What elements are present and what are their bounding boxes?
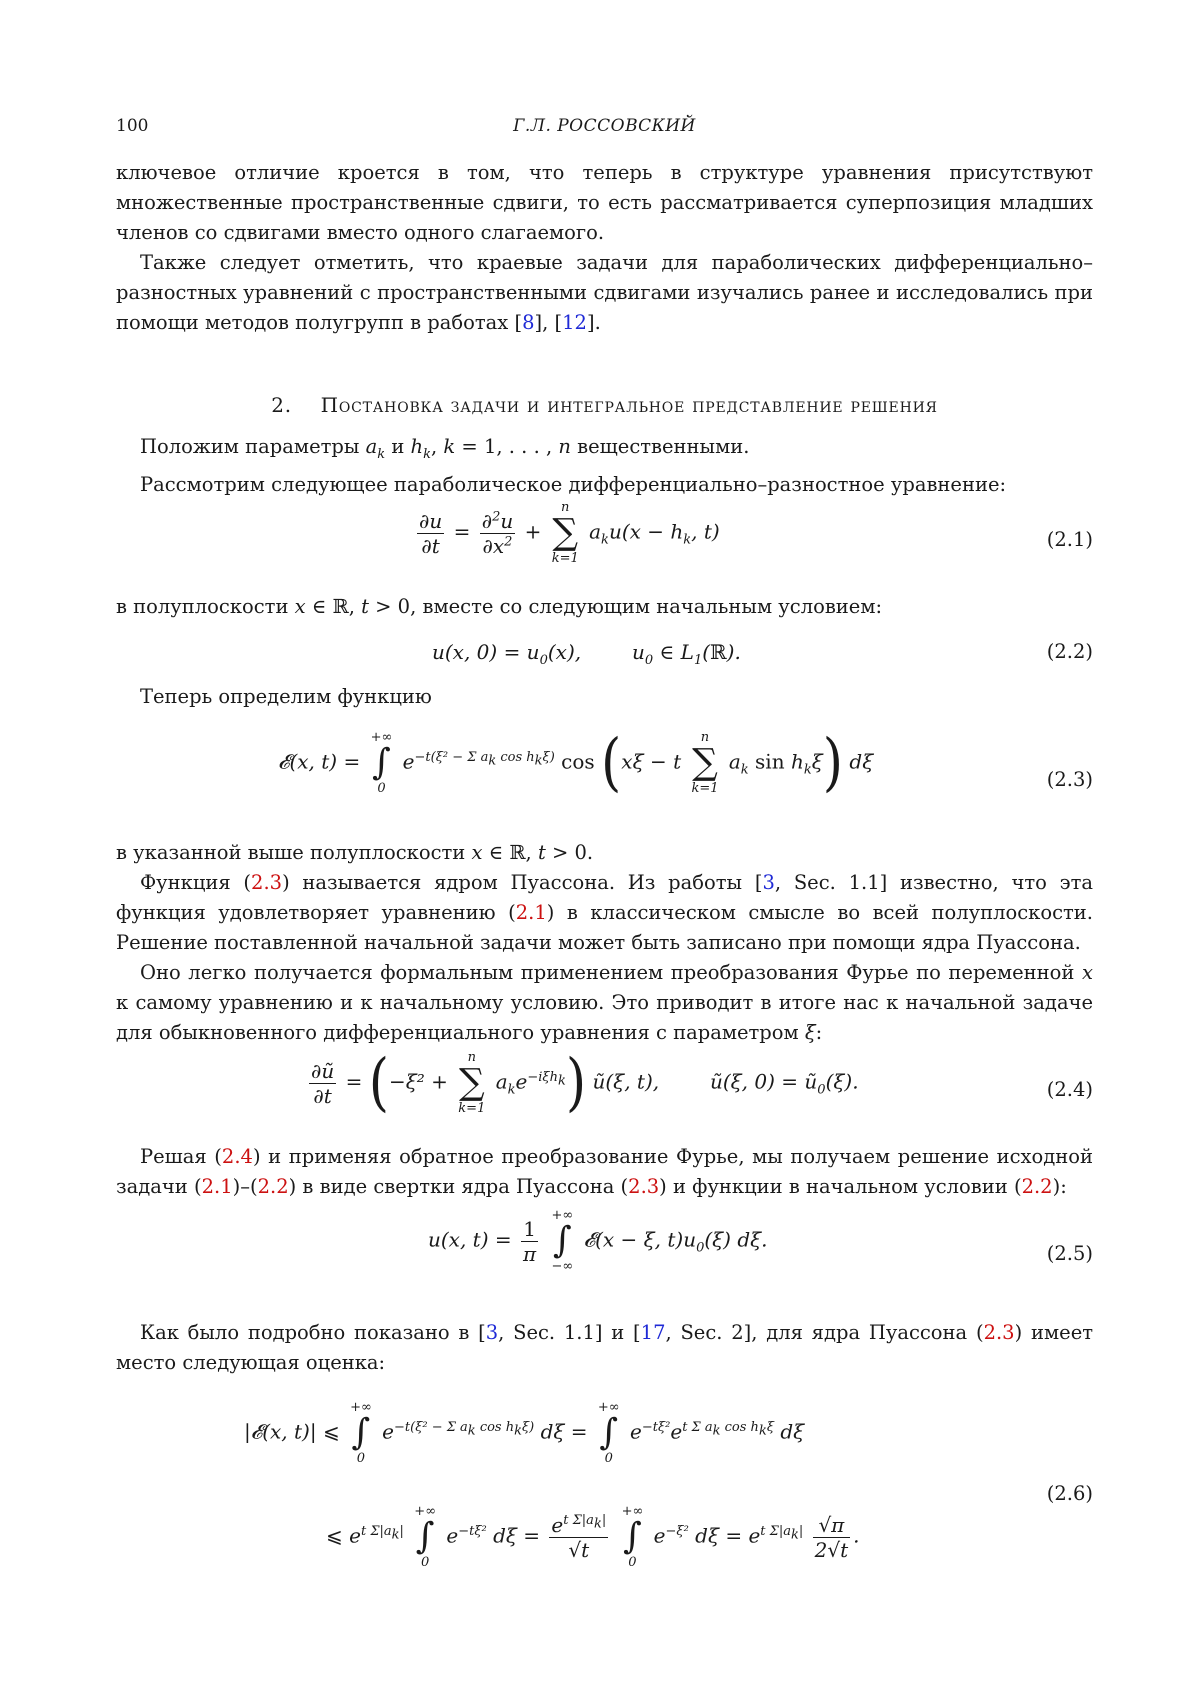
running-title: Г.Л. РОССОВСКИЙ (513, 116, 696, 136)
equation-number: (2.4) (1046, 1078, 1093, 1101)
citation-link[interactable]: 17 (640, 1321, 666, 1344)
equation-link[interactable]: 2.1 (201, 1175, 233, 1198)
citation-link[interactable]: 3 (485, 1321, 499, 1344)
equation-number: (2.2) (1046, 640, 1093, 663)
equation-link[interactable]: 2.3 (251, 871, 283, 894)
equation-number: (2.1) (1046, 528, 1093, 551)
intro-paragraph-2: Также следует отметить, что краевые задачи для параболических дифференциально–разностных уравнений с пространственными сдвигами изучались ранее и исследовались при помощи методов полугрупп в работах [8], [12]. (116, 251, 1093, 334)
equation-number: (2.5) (1046, 1242, 1093, 1265)
citation-link[interactable]: 8 (522, 311, 535, 334)
intro-block (116, 158, 1093, 338)
page-number: 100 (116, 116, 149, 136)
equation-link[interactable]: 2.4 (221, 1145, 253, 1168)
page-header (116, 112, 1093, 142)
equation-2-4: $\frac{\partial ũ}{\partial t}$ = (−ξ² + n ∑ k=1 $a_ke^{-i\xi h_k}$) ũ(ξ, t), ũ(ξ, $0) = ũ_0(\xi)$. (2.4) (311, 1047, 1093, 1119)
section-heading: 2. Постановка задачи и интегральное представление решения (271, 393, 938, 417)
kernel-paragraph: Функция (2.3) называется ядром Пуассона. Из работы [3, Sec. 1.1] известно, что эта функция удовлетворяет уравнению (2.1) в классическом смысле во всей полуплоскости. Решение поставленной начальной задачи может быть записано при помощи ядра Пуассона. (116, 871, 1094, 954)
intro-paragraph-1: ключевое отличие кроется в том, что теперь в структуре уравнения присутствуют множественные пространственные сдвиги, то есть рассматривается суперпозиция младших членов со сдвигами вместо одного слагаемого. (116, 161, 1093, 244)
equation-2-3: 𝓔(x, t) = +∞ ∫ 0 $e^{-t(\xi^2 - \Sigma a_k cos h_k\xi)}$ cos (xξ − t n ∑ k=1 $a_k$ $\sin h_k\xi$) dξ (2.3) (278, 727, 1093, 799)
equation-2-1: $\frac{\partial u}{\partial t}$ = $\frac{\partial^2u}{\partial x^2}$ + n ∑ k=1 $a_ku(x - h_k$, t) (2.1) (419, 500, 1093, 566)
params-paragraph: Положим параметры $a_k$ и $h_k$, k = 1, . . . , n вещественными. (140, 435, 750, 462)
equation-2-6: |𝓔(x, t)| ⩽ +∞ ∫ 0 $e^{-t(\xi^2 - \Sigma a_k cos h_k\xi)}$ dξ = +∞ ∫ 0 $e^{-t\xi^2}e^{t \Sigma a_k cos h_k\xi}$ dξ ⩽ $e^{t \Sigma|a_k|}$ +∞ ∫ 0 $e^{-t\xi^2}$ dξ = $\frac{e^{t \Sigma|a_k|}}{√t}$ +∞ ∫ 0 $e^{-\xi^2}$ $d\xi = e^{t \Sigma|a_k|}$ $\frac{√\pi}{2√t}$ . (2.6) (244, 1400, 1093, 1570)
equation-number: (2.3) (1046, 768, 1093, 791)
define-line: Теперь определим функцию (140, 685, 432, 708)
kernel-block (116, 838, 1093, 1048)
indicated-line: в указанной выше полуплоскости x ∈ ℝ, t > 0. (116, 841, 594, 864)
equation-2-2: u(x, $0) = u_0(x)$, $u_0$ ∈ $L_1(ℝ)$. (2.2) (432, 640, 1093, 668)
equation-link[interactable]: 2.1 (515, 901, 547, 924)
equation-number: (2.6) (1046, 1482, 1093, 1505)
citation-link[interactable]: 12 (562, 311, 587, 334)
estimate-block: Как было подробно показано в [3, Sec. 1.1] и [17, Sec. 2], для ядра Пуассона (2.3) имеет место следующая оценка: (116, 1321, 1094, 1374)
equation-link[interactable]: 2.3 (983, 1321, 1015, 1344)
citation-link[interactable]: 3 (762, 871, 775, 894)
halfplane-line: в полуплоскости x ∈ ℝ, t > 0, вместе со следующим начальным условием: (116, 595, 883, 618)
params-block (116, 432, 1093, 500)
consider-paragraph: Рассмотрим следующее параболическое дифференциально–разностное уравнение: (140, 472, 1007, 496)
equation-link[interactable]: 2.2 (1021, 1175, 1053, 1198)
solve-block: Решая (2.4) и применяя обратное преобразование Фурье, мы получаем решение исходной задачи (2.1)–(2.2) в виде свертки ядра Пуассона (2.3) и функции в начальном условии (2.2): (116, 1145, 1094, 1198)
equation-2-5: u(x, t) = $\frac{1}{\pi}$ +∞ ∫ −∞ 𝓔(x − ξ, $t)u_0(\xi)$ dξ. (2.5) (428, 1208, 1093, 1274)
fourier-paragraph: Оно легко получается формальным применением преобразования Фурье по переменной x к самому уравнению и к начальному условию. Это приводит в итоге нас к начальной задаче для обыкновенного дифференциального уравнения с параметром ξ: (116, 961, 1094, 1044)
equation-link[interactable]: 2.3 (628, 1175, 660, 1198)
equation-link[interactable]: 2.2 (257, 1175, 289, 1198)
